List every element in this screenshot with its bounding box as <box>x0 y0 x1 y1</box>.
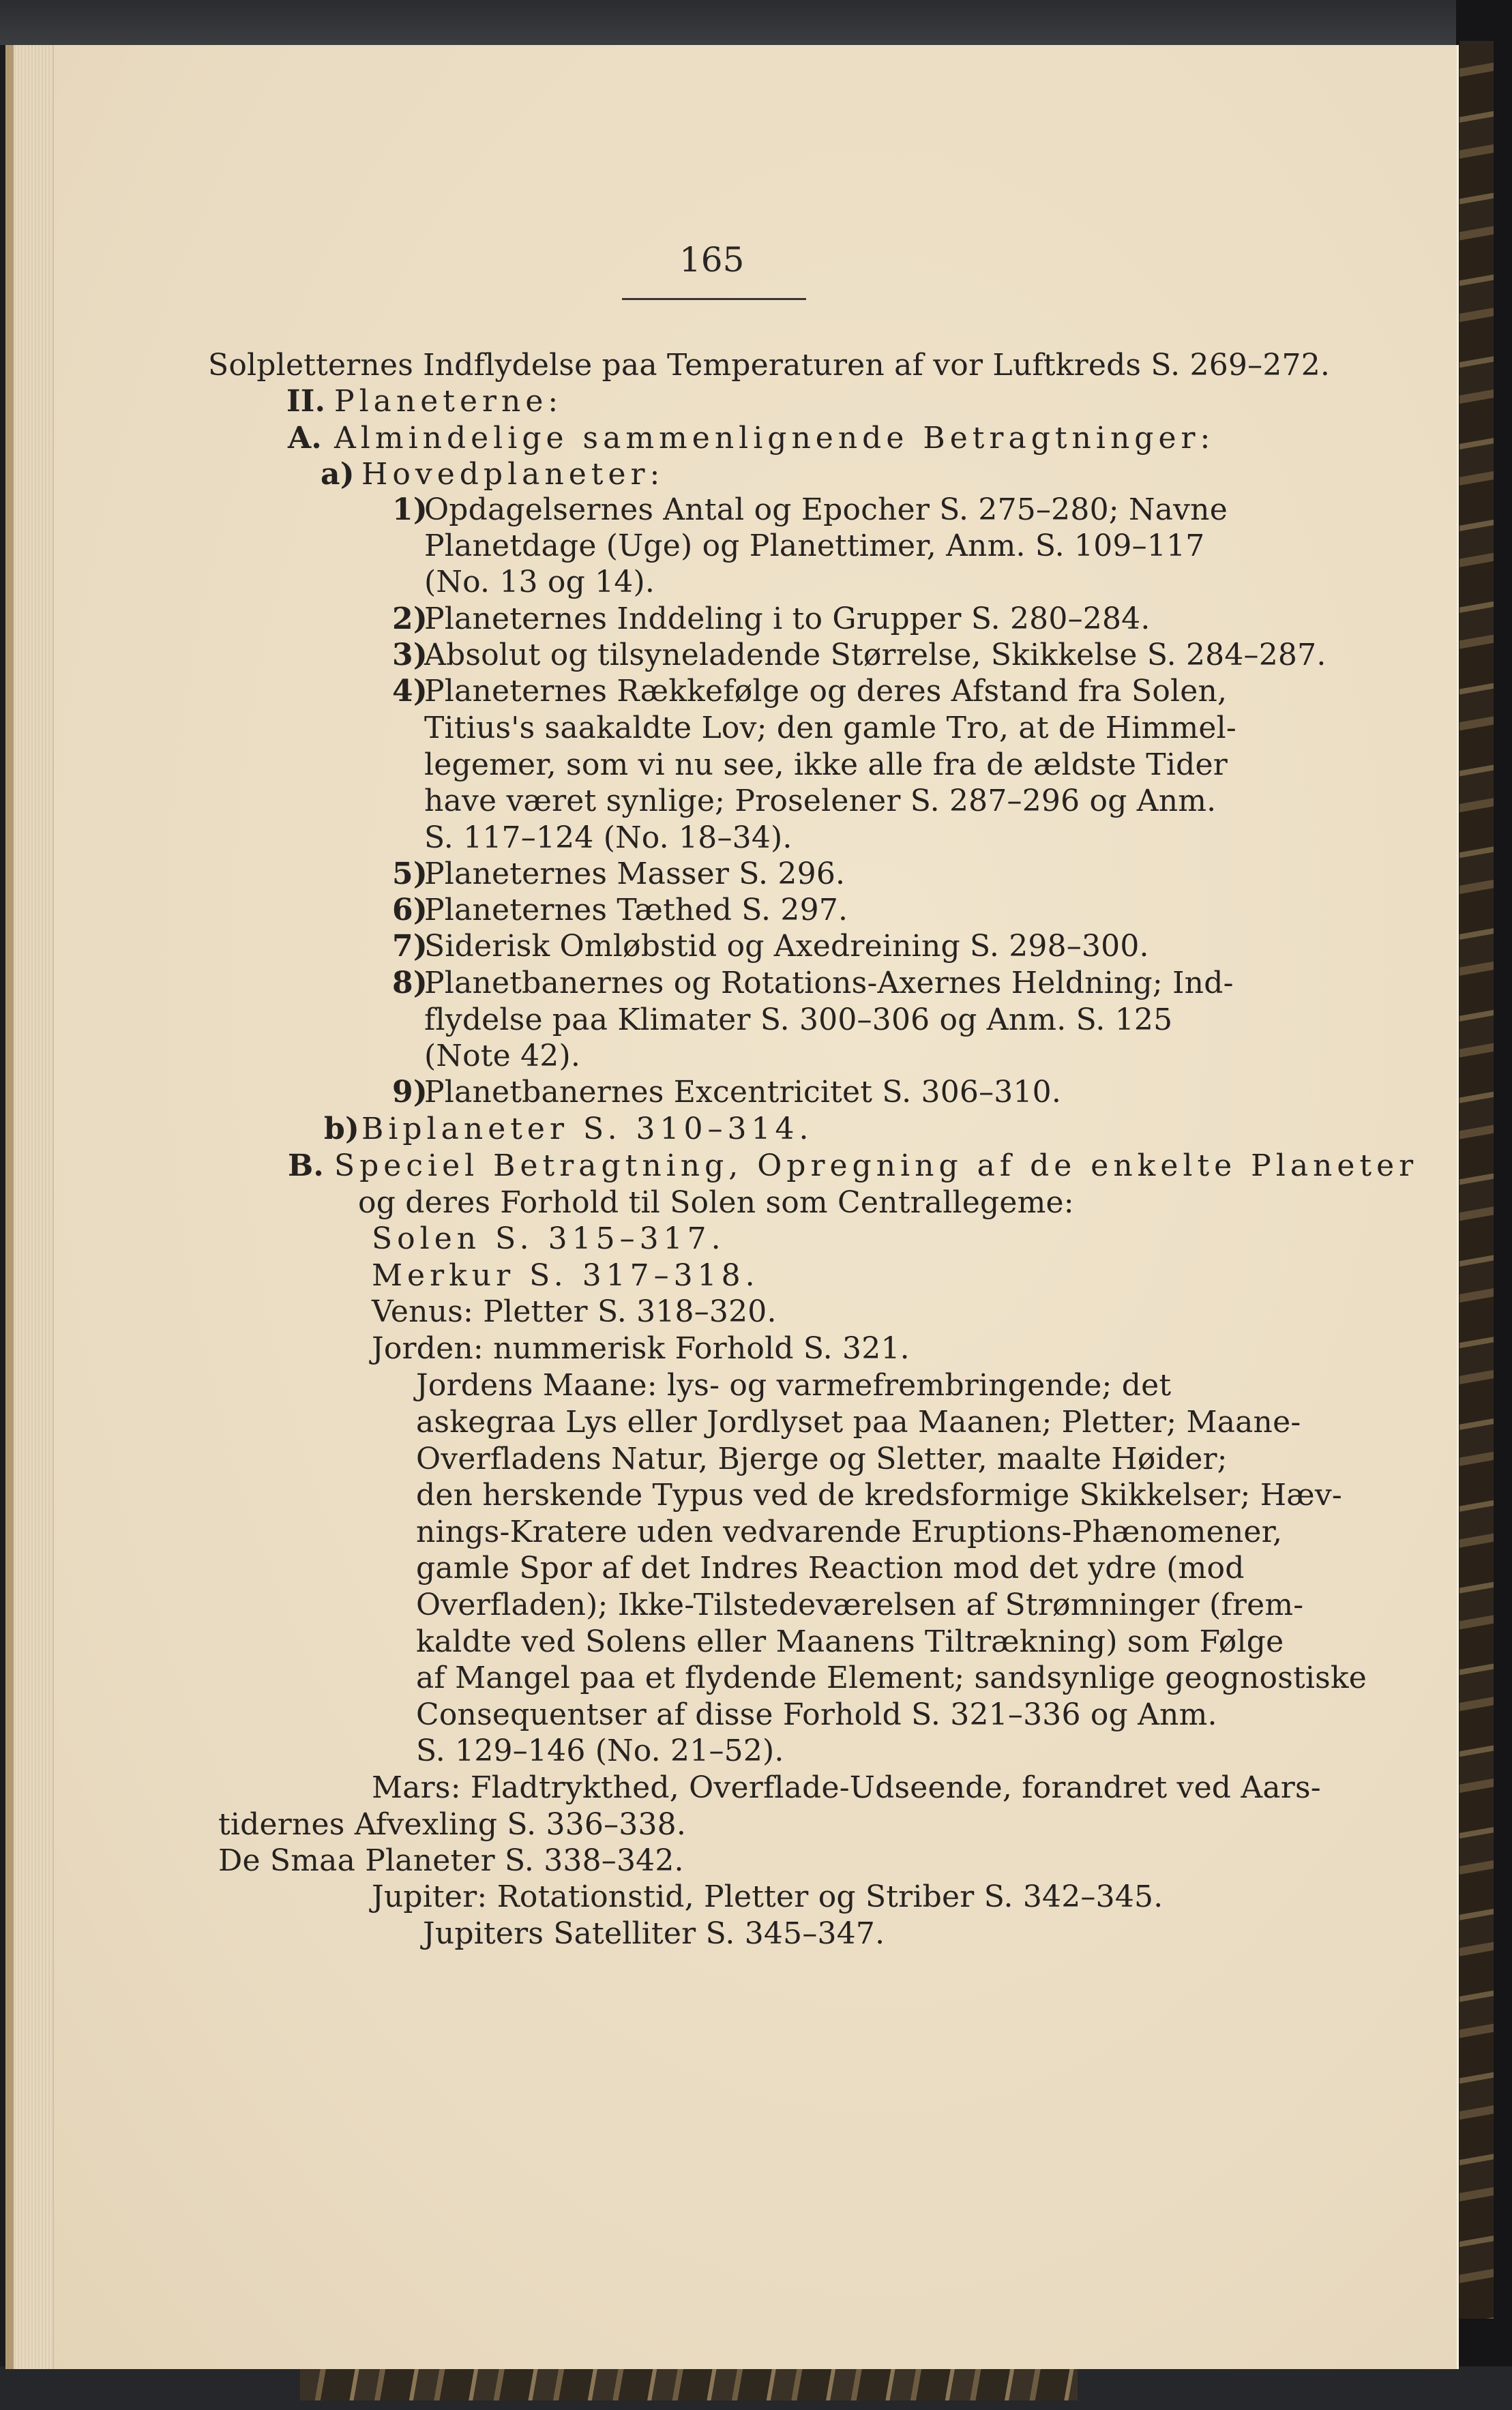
text-line: Jorden: nummerisk Forhold S. 321. <box>372 1331 910 1366</box>
text-line: af Mangel paa et flydende Element; sandsynlige geognostiske <box>416 1661 1367 1695</box>
text-line: S. 117–124 (No. 18–34). <box>424 820 792 855</box>
text-line: nings-Kratere uden vedvarende Eruptions-Phænomener, <box>416 1515 1283 1549</box>
text-line: Siderisk Omløbstid og Axedreining S. 298–300. <box>424 929 1149 964</box>
text-line: og deres Forhold til Solen som Centrallegeme: <box>358 1185 1074 1220</box>
text-line: Absolut og tilsyneladende Størrelse, Skikkelse S. 284–287. <box>424 638 1326 672</box>
outline-label: B. <box>288 1148 324 1183</box>
text-line: Opdagelsernes Antal og Epocher S. 275–280; Navne <box>424 492 1228 527</box>
text-line: Planeternes Inddeling i to Grupper S. 280–284. <box>424 601 1151 636</box>
text-line: Planeternes Masser S. 296. <box>424 857 846 891</box>
binding-shadow <box>5 45 14 2369</box>
text-line: askegraa Lys eller Jordlyset paa Maanen; Pletter; Maane- <box>416 1405 1301 1440</box>
outline-label: 6) <box>392 893 428 927</box>
text-line: (Note 42). <box>424 1039 581 1073</box>
text-line: legemer, som vi nu see, ikke alle fra de ældste Tider <box>424 747 1228 782</box>
text-line: gamle Spor af det Indres Reaction mod det ydre (mod <box>416 1551 1245 1586</box>
outline-label: 9) <box>392 1075 428 1110</box>
text-line: Venus: Pletter S. 318–320. <box>372 1294 777 1329</box>
marbled-edge-right <box>1459 41 1494 2319</box>
text-line: Planetbanernes og Rotations-Axernes Heldning; Ind- <box>424 966 1234 1000</box>
text-line: Merkur S. 317–318. <box>372 1258 760 1293</box>
text-line: Hovedplaneter: <box>361 457 665 492</box>
text-line: Planeternes Tæthed S. 297. <box>424 893 848 927</box>
text-line: Jordens Maane: lys- og varmefrembringende; det <box>416 1368 1172 1403</box>
text-line: Mars: Fladtrykthed, Overflade-Udseende, forandret ved Aars- <box>372 1770 1321 1805</box>
outline-label: 2) <box>392 601 428 636</box>
outline-label: 1) <box>392 492 428 527</box>
header-rule <box>622 298 806 300</box>
text-line: Planetdage (Uge) og Planettimer, Anm. S. 109–117 <box>424 529 1205 563</box>
text-line: Planeterne: <box>334 384 563 419</box>
text-line: De Smaa Planeter S. 338–342. <box>218 1843 684 1878</box>
text-line: Speciel Betragtning, Opregning af de enkelte Planeter <box>334 1148 1419 1183</box>
text-line: Titius's saakaldte Lov; den gamle Tro, at de Himmel- <box>424 711 1236 745</box>
outline-label: 5) <box>392 857 428 891</box>
text-line: (No. 13 og 14). <box>424 565 655 599</box>
outline-label: 8) <box>392 966 428 1000</box>
text-line: Solen S. 315–317. <box>372 1221 726 1256</box>
outline-label: II. <box>286 384 326 419</box>
text-line: flydelse paa Klimater S. 300–306 og Anm. S. 125 <box>424 1002 1173 1037</box>
text-line: Almindelige sammenlignende Betragtninger: <box>334 421 1215 456</box>
outline-label: A. <box>288 421 322 456</box>
text-line: S. 129–146 (No. 21–52). <box>416 1734 784 1768</box>
text-line: Biplaneter S. 310–314. <box>361 1112 814 1146</box>
book-cover-top <box>0 0 1512 45</box>
text-line: Consequentser af disse Forhold S. 321–336 og Anm. <box>416 1697 1217 1732</box>
page-number: 165 <box>679 240 745 280</box>
text-line: Planetbanernes Excentricitet S. 306–310. <box>424 1075 1062 1110</box>
text-line: kaldte ved Solens eller Maanens Tiltrækning) som Følge <box>416 1624 1284 1659</box>
outline-label: 4) <box>392 674 428 709</box>
text-line: den herskende Typus ved de kredsformige Skikkelser; Hæv- <box>416 1478 1342 1513</box>
text-line: have været synlige; Proselener S. 287–296 og Anm. <box>424 784 1217 818</box>
outline-label: b) <box>324 1112 359 1146</box>
text-line: Jupiters Satelliter S. 345–347. <box>423 1916 885 1951</box>
text-line: Solpletternes Indflydelse paa Temperaturen af vor Luftkreds S. 269–272. <box>208 348 1331 383</box>
outline-label: 3) <box>392 638 428 672</box>
marbled-edge-bottom <box>300 2366 1078 2400</box>
outline-label: 7) <box>392 929 428 964</box>
text-line: tidernes Afvexling S. 336–338. <box>218 1807 687 1842</box>
text-line: Planeternes Rækkefølge og deres Afstand fra Solen, <box>424 674 1228 709</box>
text-line: Jupiter: Rotationstid, Pletter og Striber S. 342–345. <box>372 1879 1163 1914</box>
outline-label: a) <box>321 457 355 492</box>
text-line: Overfladen); Ikke-Tilstedeværelsen af Strømninger (frem- <box>416 1588 1304 1622</box>
text-line: Overfladens Natur, Bjerge og Sletter, maalte Høider; <box>416 1442 1228 1476</box>
